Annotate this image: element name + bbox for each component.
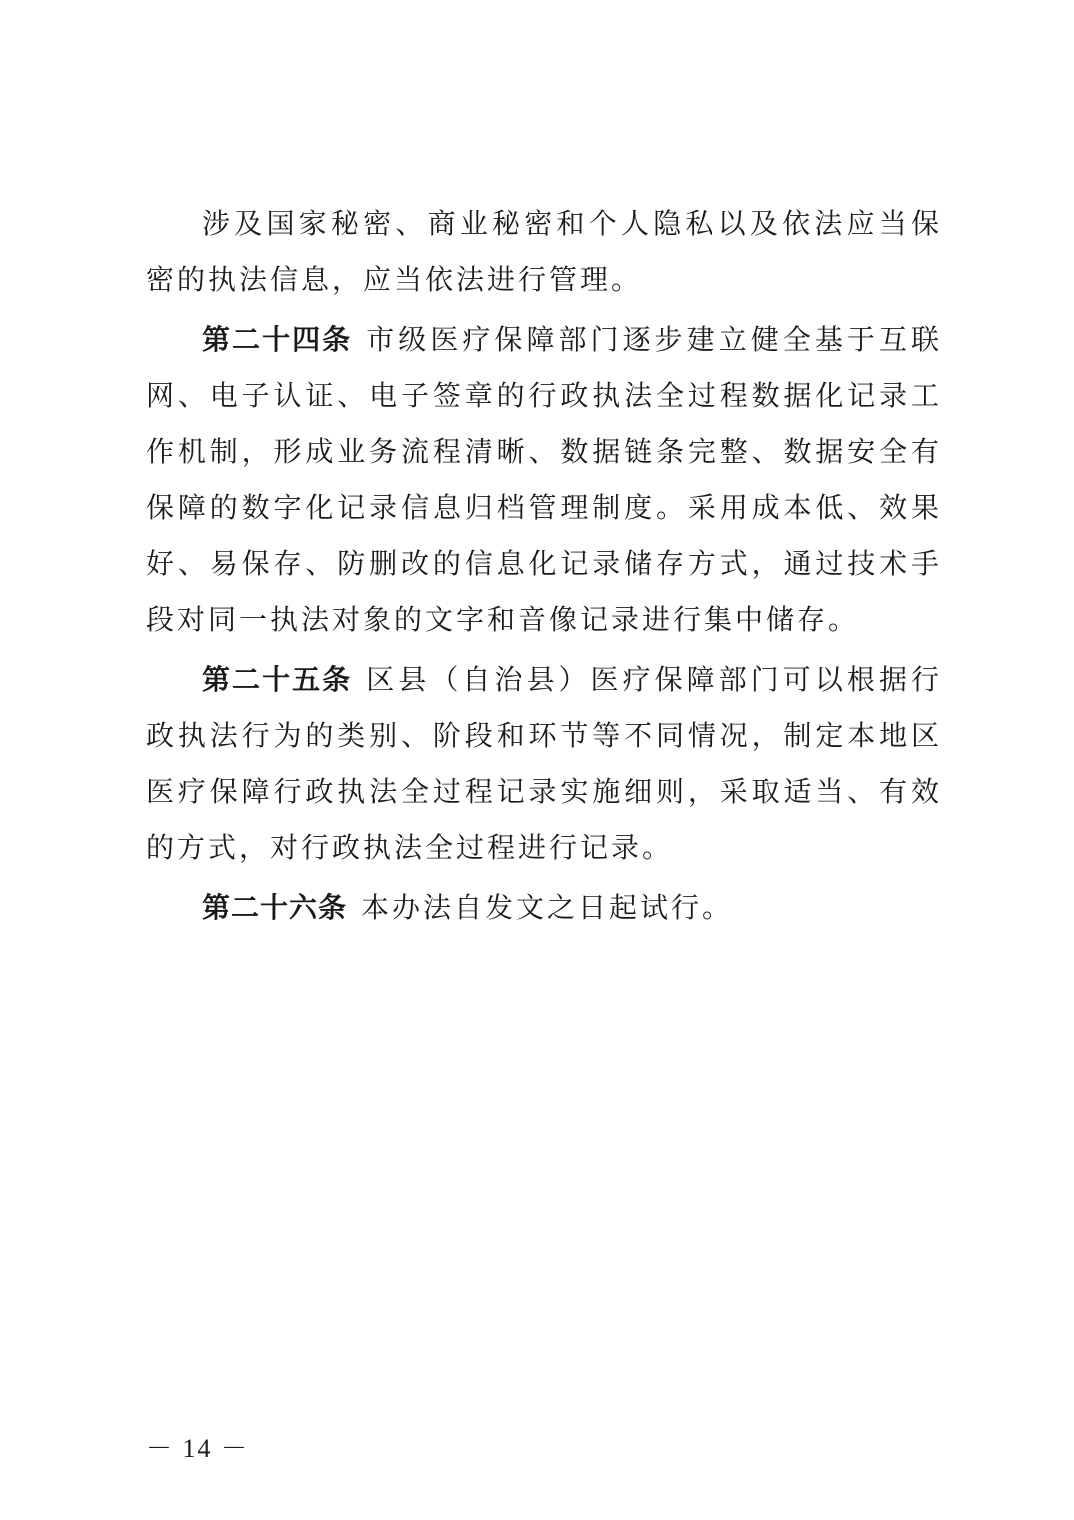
article-number: 第二十五条 [202, 663, 353, 696]
paragraph-text: 市级医疗保障部门逐步建立健全基于互联网、电子认证、电子签章的行政执法全过程数据化记录工作机制，形成业务流程清晰、数据链条完整、数据安全有保障的数字化记录信息归档管理制度。采用成本低、效果好、易保存、防删改的信息化记录储存方式，通过技术手段对同一执法对象的文字和音像记录进行集中储存。 [146, 323, 942, 636]
article-24 [146, 312, 942, 648]
article-number: 第二十六条 [202, 891, 348, 924]
paragraph-text: 本办法自发文之日起试行。 [361, 891, 734, 924]
article-25 [146, 652, 942, 876]
document-body [146, 196, 942, 940]
page-number: － 14 － [146, 1434, 250, 1463]
paragraph-text: 区县（自治县）医疗保障部门可以根据行政执法行为的类别、阶段和环节等不同情况，制定本地区医疗保障行政执法全过程记录实施细则，采取适当、有效的方式，对行政执法全过程进行记录。 [146, 663, 942, 864]
paragraph-continuation [146, 196, 942, 308]
paragraph-text: 涉及国家秘密、商业秘密和个人隐私以及依法应当保密的执法信息，应当依法进行管理。 [146, 207, 942, 296]
article-26 [146, 880, 942, 936]
article-number: 第二十四条 [202, 323, 353, 356]
